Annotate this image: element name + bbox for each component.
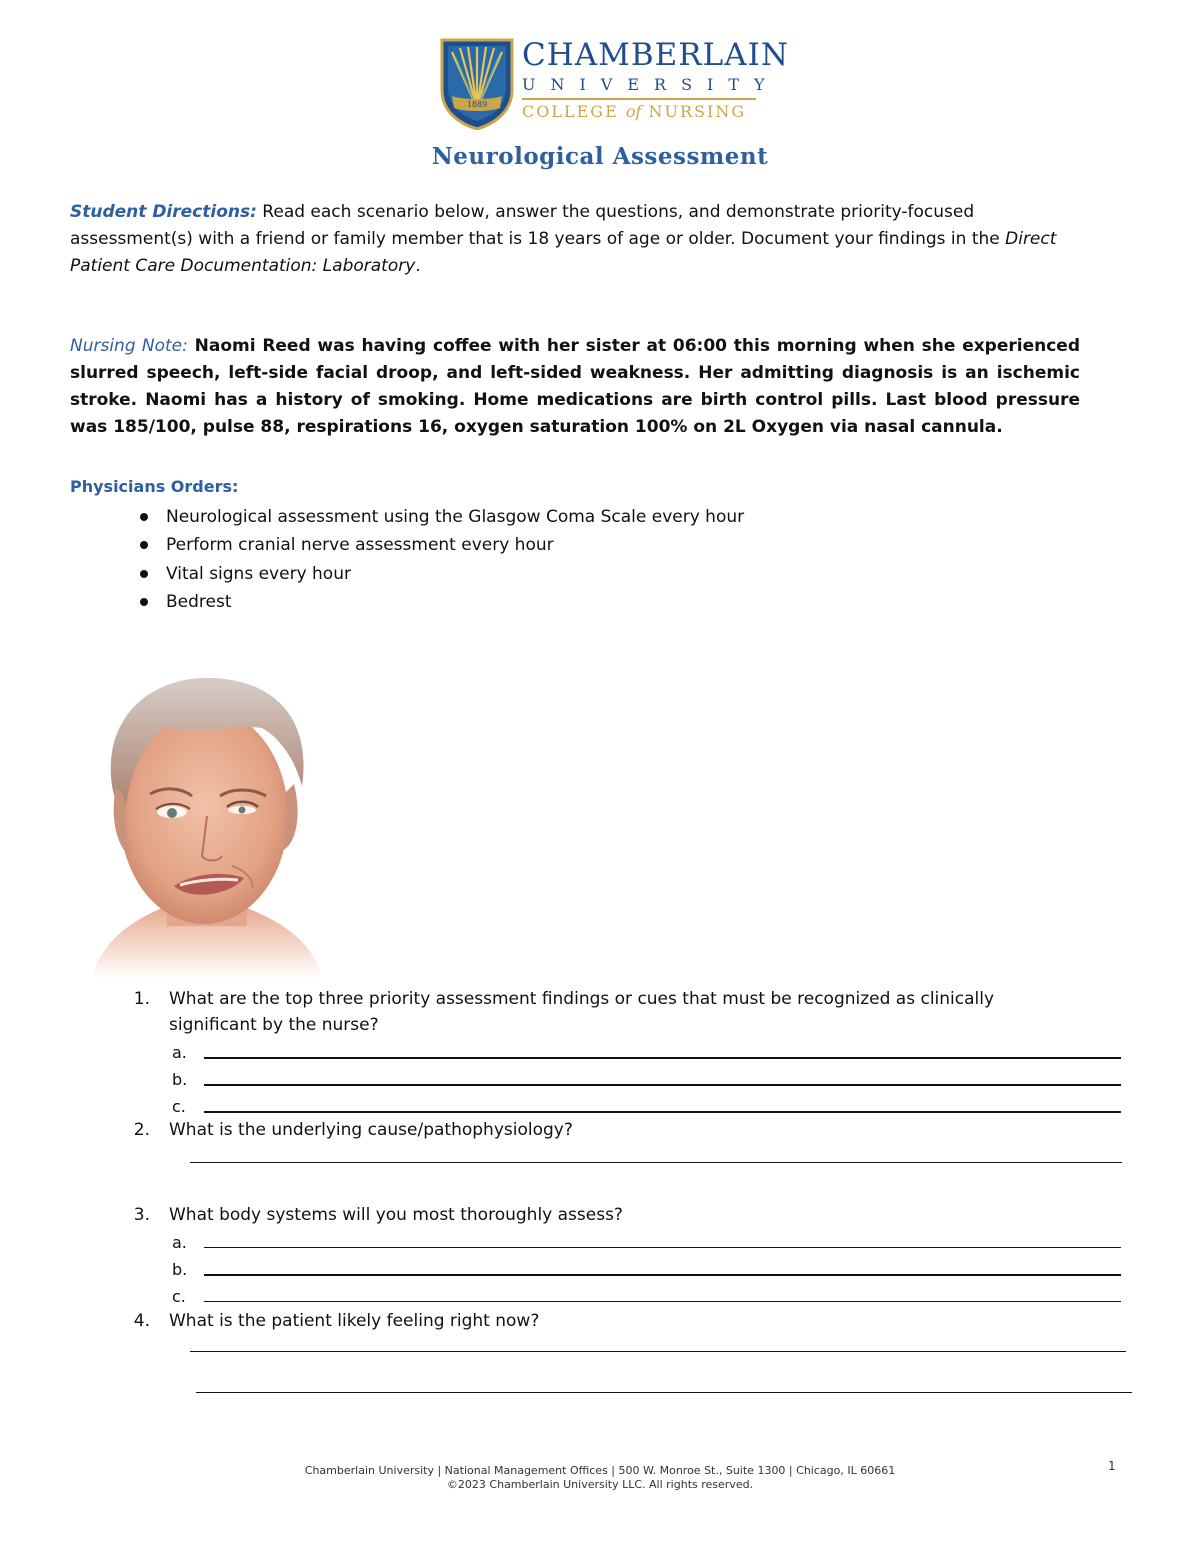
answer-line[interactable] xyxy=(204,1111,1121,1113)
page-number: 1 xyxy=(1108,1459,1116,1473)
question-number: 2. xyxy=(133,1120,150,1140)
chamberlain-logo xyxy=(440,37,789,130)
logo-name: CHAMBERLAIN xyxy=(522,37,789,73)
question-text: What is the patient likely feeling right now? xyxy=(169,1311,540,1331)
order-item: Bedrest xyxy=(136,588,744,616)
question-text-cont: significant by the nurse? xyxy=(169,1015,379,1035)
nursing-note xyxy=(70,333,1080,441)
answer-line[interactable] xyxy=(190,1162,1122,1163)
order-item: Vital signs every hour xyxy=(136,560,744,588)
footer xyxy=(0,1464,1200,1492)
answer-label: a. xyxy=(172,1233,187,1252)
directions-reference: Direct Patient Care Documentation: Laboratory xyxy=(70,229,1057,276)
crest-year: 1889 xyxy=(466,100,488,109)
student-directions: Student Directions: Read each scenario below, answer the questions, and demonstrate priority-focused assessment(s) with a friend or family member that is 18 years of age or older. Document your findings in the Direct Patient Care Documentation: Laboratory. xyxy=(70,202,1057,276)
question-number: 4. xyxy=(133,1311,150,1331)
page-title: Neurological Assessment xyxy=(431,143,769,170)
answer-label: b. xyxy=(172,1260,188,1279)
orders-list xyxy=(136,503,744,616)
answer-line[interactable] xyxy=(196,1392,1132,1393)
order-item: Neurological assessment using the Glasgow Coma Scale every hour xyxy=(136,503,744,531)
answer-line[interactable] xyxy=(204,1084,1121,1086)
answer-line[interactable] xyxy=(190,1351,1126,1352)
answer-line[interactable] xyxy=(204,1274,1121,1276)
question-number: 1. xyxy=(133,989,150,1009)
directions-label: Student Directions: xyxy=(70,202,257,222)
directions-text: Read each scenario below, answer the questions, and demonstrate priority-focused assessment(s) with a friend or family member that is 18 years of age or older. Document your findings in the xyxy=(70,202,1006,249)
orders-heading: Physicians Orders: xyxy=(70,477,239,496)
question-text: What is the underlying cause/pathophysiology? xyxy=(169,1120,573,1140)
question-number: 3. xyxy=(133,1205,150,1225)
question-text: What body systems will you most thoroughly assess? xyxy=(169,1205,623,1225)
stroke-patient-face-illustration xyxy=(72,666,334,978)
answer-label: b. xyxy=(172,1070,188,1089)
logo-college: COLLEGE of NURSING xyxy=(522,102,747,121)
answer-line[interactable] xyxy=(204,1247,1121,1248)
order-item: Perform cranial nerve assessment every hour xyxy=(136,531,744,559)
nursing-note-label: Nursing Note: xyxy=(70,336,188,356)
nursing-note-text: Naomi Reed was having coffee with her sister at 06:00 this morning when she experienced slurred speech, left-side facial droop, and left-sided weakness. Her admitting diagnosis is an ischemic stroke. Naomi has a history of smoking. Home medications are birth control pills. Last blood pressure was 185/100, pulse 88, respirations 16, oxygen saturation 100% on 2L Oxygen via nasal cannula. xyxy=(70,336,1081,437)
answer-label: c. xyxy=(172,1097,186,1116)
answer-label: a. xyxy=(172,1043,187,1062)
answer-label: c. xyxy=(172,1287,186,1306)
university-crest-icon xyxy=(440,38,514,130)
question-text: What are the top three priority assessment findings or cues that must be recognized as clinically xyxy=(169,989,995,1009)
footer-address: Chamberlain University | National Management Offices | 500 W. Monroe St., Suite 1300 | Chicago, IL 60661 xyxy=(304,1464,896,1477)
answer-line[interactable] xyxy=(204,1057,1121,1059)
answer-line[interactable] xyxy=(204,1301,1121,1302)
footer-copyright: ©2023 Chamberlain University LLC. All rights reserved. xyxy=(446,1478,754,1491)
logo-university: UNIVERSITY xyxy=(522,75,780,94)
